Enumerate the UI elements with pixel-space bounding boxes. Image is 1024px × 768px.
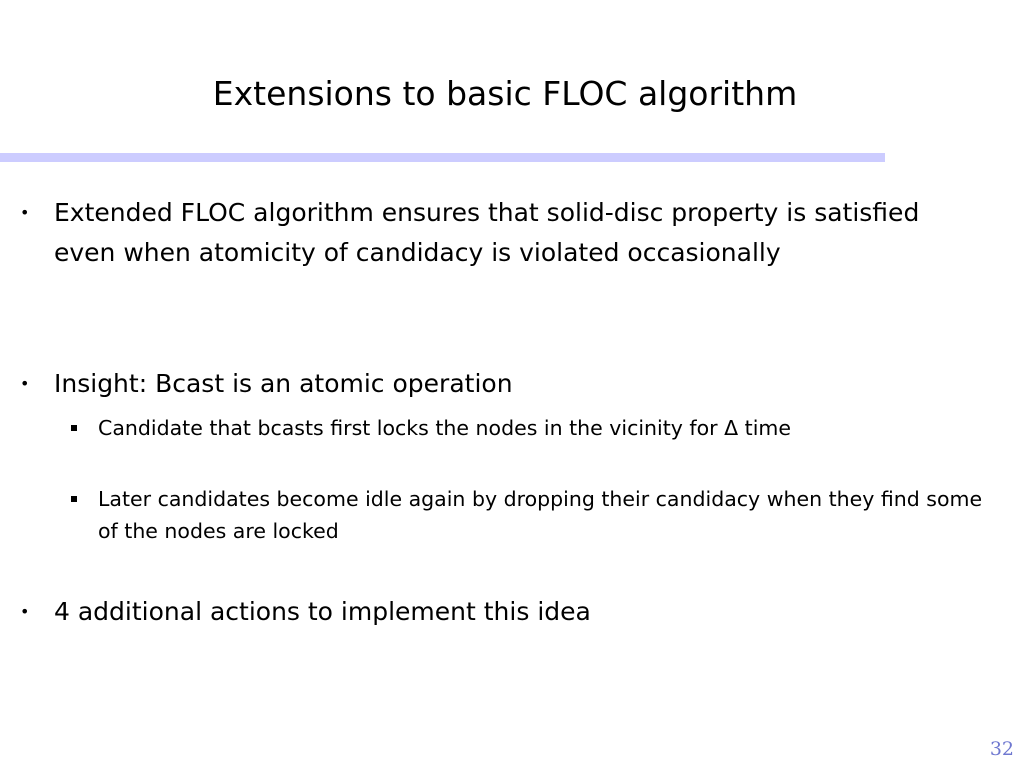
slide-title: Extensions to basic FLOC algorithm [212,74,798,113]
bullet-1-text: Extended FLOC algorithm ensures that solid-disc property is satisfied even when atomicity of candidacy is violated occasionally [54,198,920,267]
title-underline-bar [0,153,885,162]
sub-bullet-1-text: Candidate that bcasts first locks the nodes in the vicinity for Δ time [98,416,791,440]
bullet-marker-2: • [20,374,30,393]
sub-bullet-2-text: Later candidates become idle again by dropping their candidacy when they find some of the nodes are locked [98,487,983,543]
page-number: 32 [989,738,1014,760]
bullet-marker-3: • [20,602,30,621]
sub-bullet-marker-2 [71,496,77,502]
bullet-marker-1: • [20,203,30,222]
bullet-3-text: 4 additional actions to implement this idea [54,597,591,626]
sub-bullet-marker-1 [71,425,77,431]
bullet-2-text: Insight: Bcast is an atomic operation [54,369,513,398]
